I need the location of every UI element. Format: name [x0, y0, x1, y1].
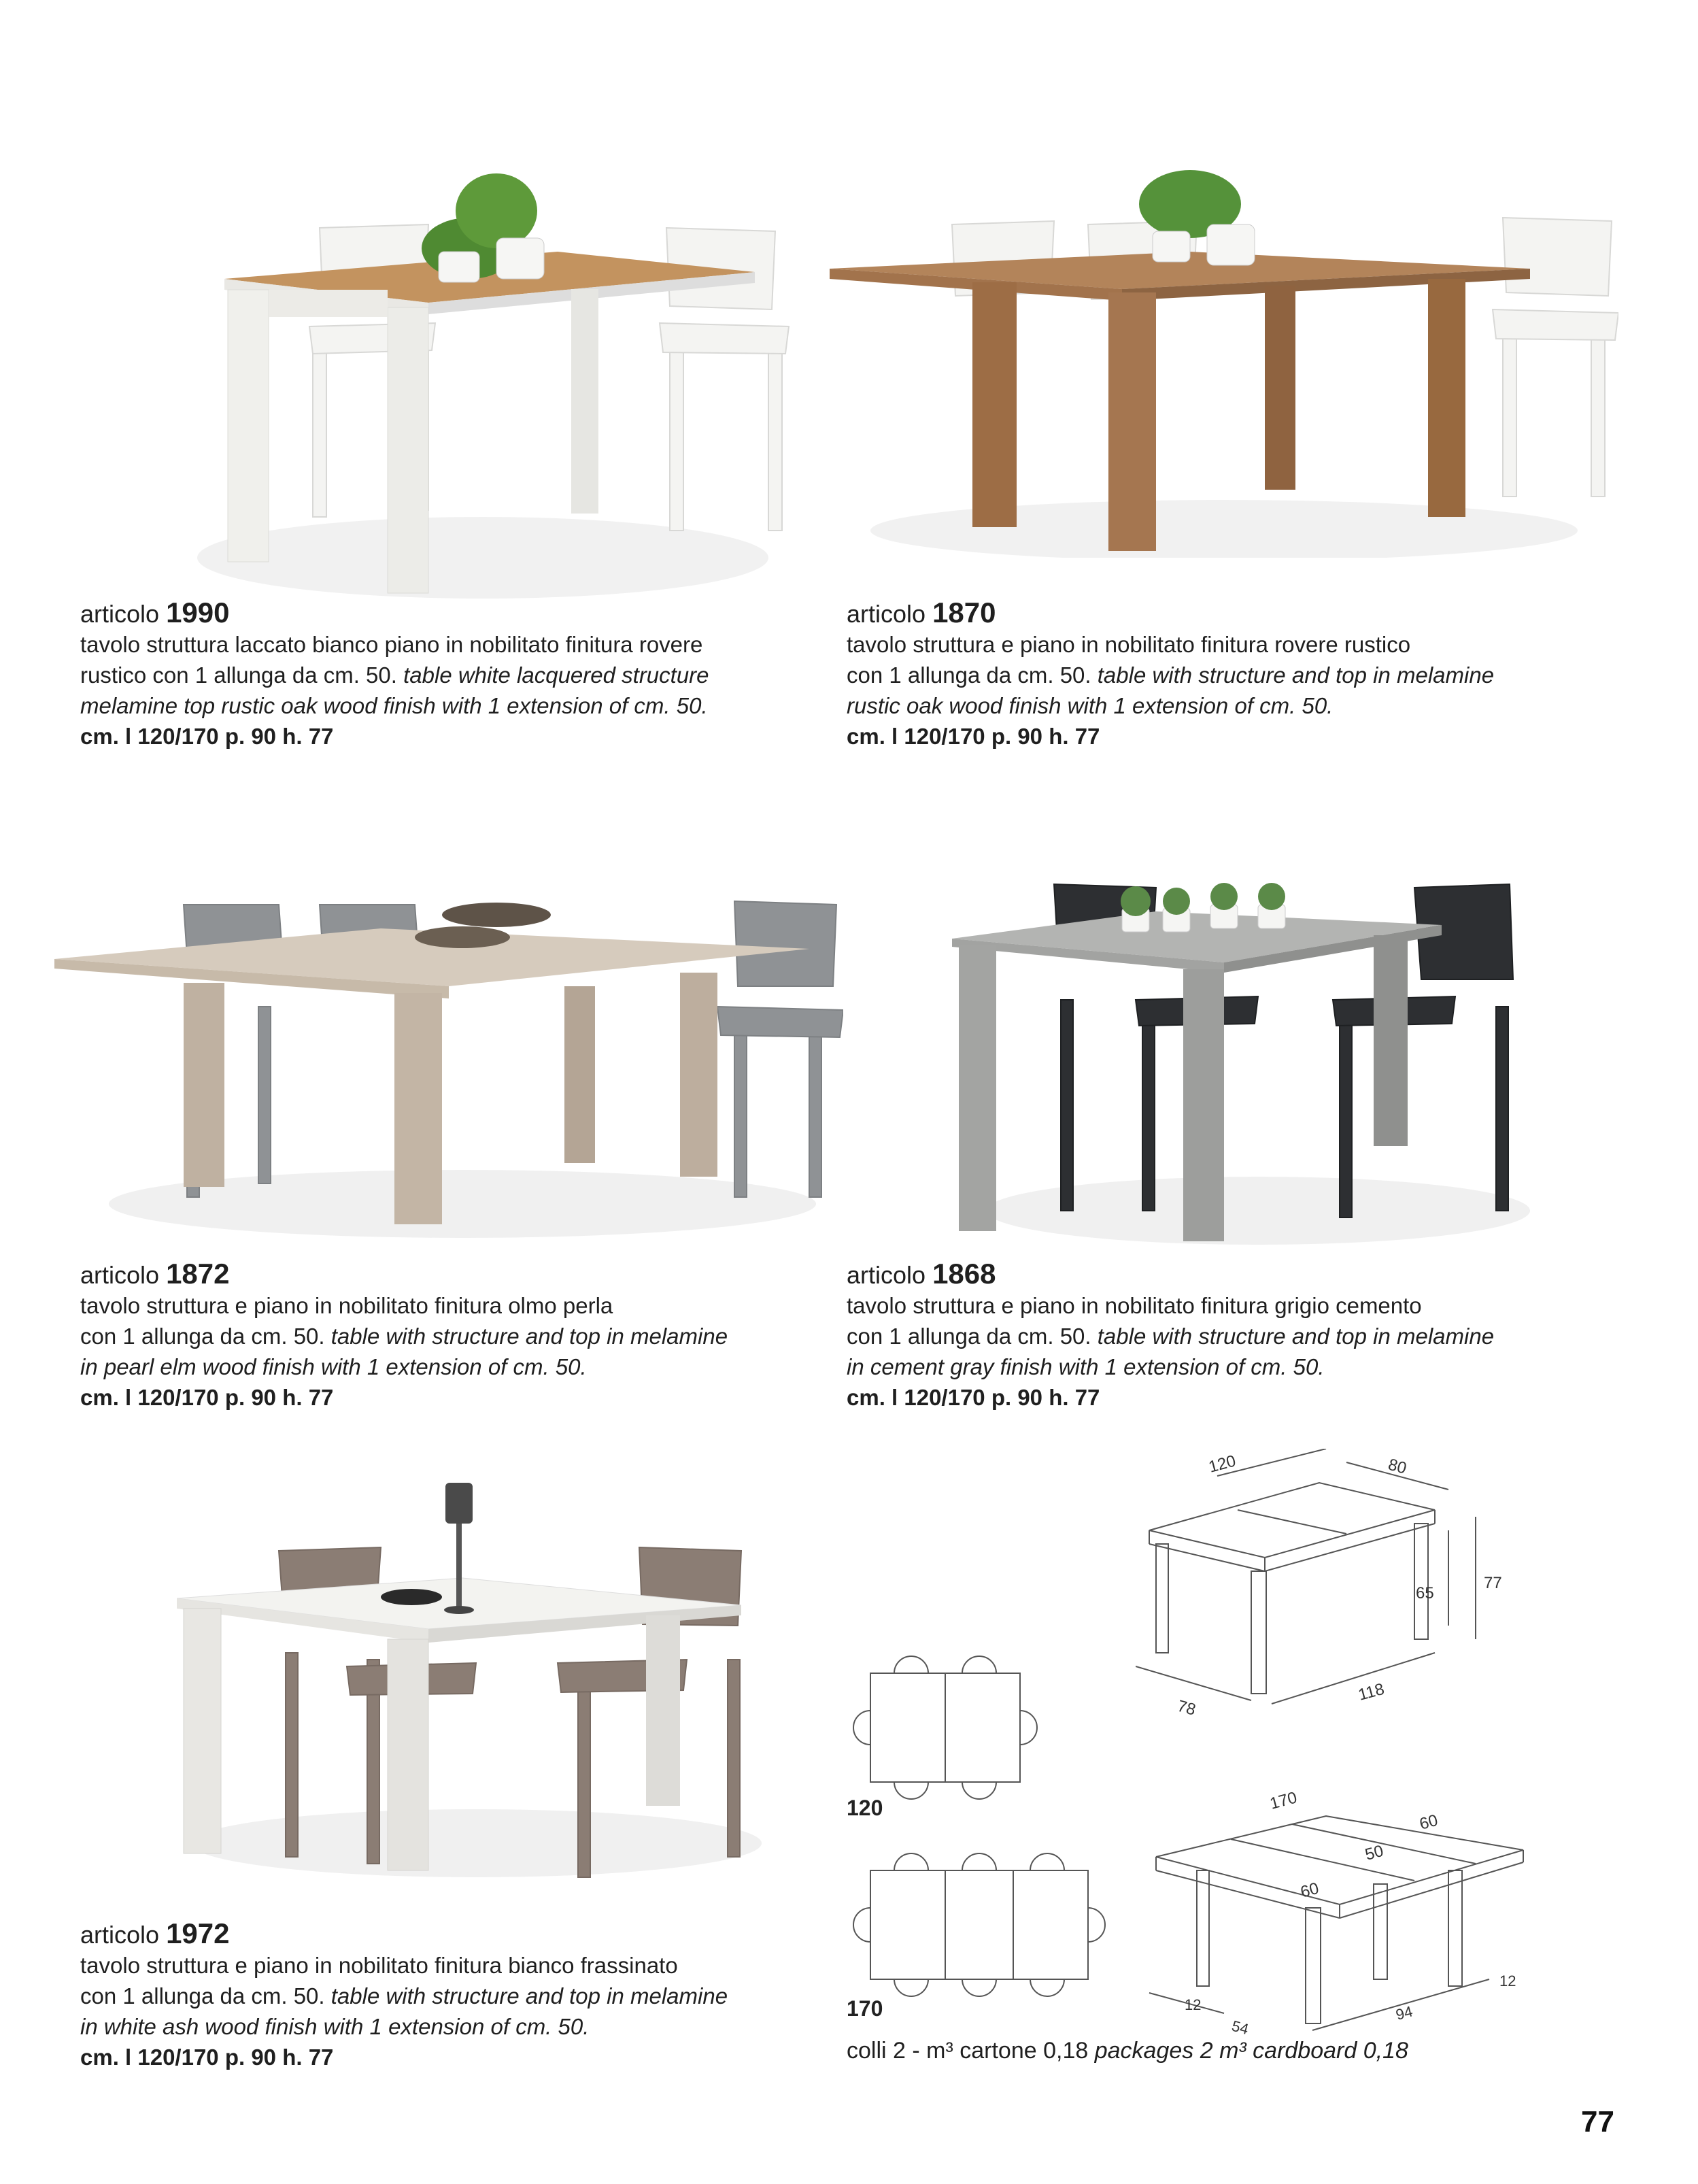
desc-en-line2: table with structure and top in melamine: [1097, 1324, 1495, 1349]
desc-en-line3: melamine top rustic oak wood finish with 1 extension of cm. 50.: [80, 693, 708, 718]
article-code: 1972: [166, 1917, 230, 1949]
page-number: 77: [1581, 2105, 1614, 2138]
product-photo-1870: [830, 150, 1618, 558]
product-photo-1990: [156, 136, 809, 612]
dim-open-side-left: 12: [1185, 1996, 1202, 2013]
product-caption-1870: [847, 597, 1581, 752]
dim-closed-w: 120: [1206, 1451, 1238, 1477]
desc-it-line2: con 1 allunga da cm. 50.: [847, 1324, 1091, 1349]
dimensions: cm. l 120/170 p. 90 h. 77: [847, 724, 1100, 749]
dimensions: cm. l 120/170 p. 90 h. 77: [80, 2045, 334, 2070]
dim-open-leg-a: 54: [1229, 2017, 1251, 2038]
article-label: articolo: [80, 1921, 160, 1949]
desc-it-line2: con 1 allunga da cm. 50.: [847, 662, 1091, 688]
dim-open-leg-b: 94: [1393, 2002, 1414, 2023]
desc-en-line2: table white lacquered structure: [403, 662, 709, 688]
product-caption-1868: [847, 1258, 1581, 1413]
dim-closed-span: 118: [1356, 1679, 1387, 1704]
plan-label-120: 120: [847, 1796, 883, 1820]
dimensions: cm. l 120/170 p. 90 h. 77: [80, 1385, 334, 1410]
desc-it-line2: con 1 allunga da cm. 50.: [80, 1324, 325, 1349]
plan-label-170: 170: [847, 1996, 883, 2021]
packaging-en: packages 2 m³ cardboard 0,18: [1094, 2038, 1408, 2064]
packaging-it: colli 2 - m³ cartone 0,18: [847, 2038, 1089, 2064]
dim-open-ext2: 60: [1298, 1879, 1321, 1902]
product-caption-1872: [80, 1258, 815, 1413]
desc-en-line3: in cement gray finish with 1 extension of cm. 50.: [847, 1354, 1325, 1379]
article-code: 1990: [166, 597, 230, 628]
desc-en-line3: in white ash wood finish with 1 extension of cm. 50.: [80, 2014, 590, 2039]
dim-closed-inner-h: 65: [1416, 1584, 1434, 1602]
desc-it-line1: tavolo struttura laccato bianco piano in nobilitato finitura rovere: [80, 632, 703, 657]
product-photo-1972: [177, 1476, 775, 1884]
article-label: articolo: [847, 600, 926, 628]
plan-view-170: [843, 1843, 1129, 2000]
dim-open-w: 170: [1268, 1788, 1300, 1813]
desc-en-line2: table with structure and top in melamine: [1097, 662, 1495, 688]
iso-open-table: [1129, 1768, 1530, 2040]
dimensions: cm. l 120/170 p. 90 h. 77: [847, 1385, 1100, 1410]
packaging-note: [847, 2038, 1408, 2064]
article-code: 1868: [932, 1258, 996, 1290]
article-code: 1872: [166, 1258, 230, 1290]
article-label: articolo: [847, 1261, 926, 1289]
product-photo-1868: [952, 871, 1550, 1251]
dim-open-side-right: 12: [1499, 1972, 1516, 1989]
desc-it-line2: con 1 allunga da cm. 50.: [80, 1983, 325, 2009]
iso-closed-table: [1136, 1449, 1516, 1734]
desc-it-line1: tavolo struttura e piano in nobilitato finitura rovere rustico: [847, 632, 1411, 657]
desc-en-line2: table with structure and top in melamine: [330, 1324, 728, 1349]
article-label: articolo: [80, 1261, 160, 1289]
desc-en-line2: table with structure and top in melamine: [330, 1983, 728, 2009]
product-caption-1972: [80, 1918, 815, 2072]
article-label: articolo: [80, 600, 160, 628]
plan-view-120: [843, 1646, 1088, 1809]
product-caption-1990: [80, 597, 815, 752]
desc-it-line1: tavolo struttura e piano in nobilitato finitura grigio cemento: [847, 1293, 1422, 1318]
desc-it-line2: rustico con 1 allunga da cm. 50.: [80, 662, 397, 688]
dim-closed-side: 78: [1175, 1696, 1198, 1719]
desc-it-line1: tavolo struttura e piano in nobilitato finitura bianco frassinato: [80, 1953, 678, 1978]
plant-pot: [422, 173, 544, 282]
dim-open-mid: 50: [1363, 1841, 1386, 1864]
desc-en-line3: rustic oak wood finish with 1 extension of cm. 50.: [847, 693, 1334, 718]
product-photo-1872: [54, 884, 843, 1238]
desc-en-line3: in pearl elm wood finish with 1 extension of cm. 50.: [80, 1354, 587, 1379]
dimensions: cm. l 120/170 p. 90 h. 77: [80, 724, 334, 749]
dim-closed-h: 77: [1484, 1574, 1502, 1592]
dim-open-ext: 60: [1417, 1811, 1440, 1834]
article-code: 1870: [932, 597, 996, 628]
dim-closed-d: 80: [1386, 1455, 1409, 1478]
desc-it-line1: tavolo struttura e piano in nobilitato finitura olmo perla: [80, 1293, 613, 1318]
